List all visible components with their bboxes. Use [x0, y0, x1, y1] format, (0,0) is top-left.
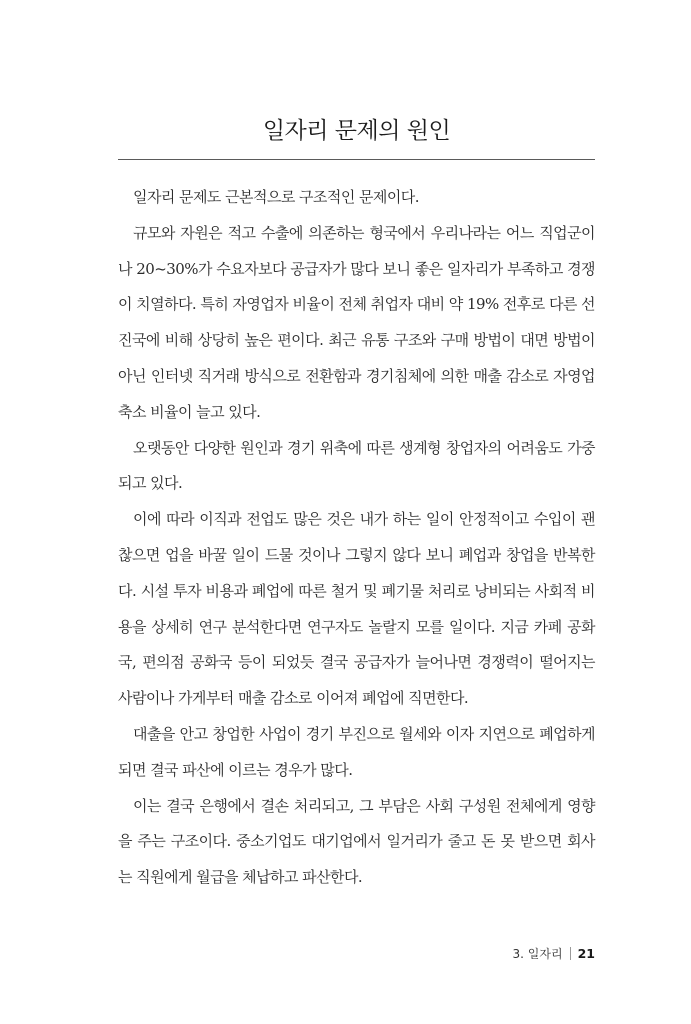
paragraph: 일자리 문제도 근본적으로 구조적인 문제이다.: [133, 188, 419, 206]
page-number: 21: [577, 946, 595, 961]
paragraph: 이에 따라 이직과 전업도 많은 것은 내가 하는 일이 안정적이고 수입이 괜찮으면 업을 바꿀 일이 드물 것이나 그렇지 않다 보니 폐업과 창업을 반복한다. 시설 투자 비용과 폐업에 따른 철거 및 폐기물 처리로 낭비되는 사회적 비용을 상세히 연구 분석한다면 연구자도 놀랄지 모를 일이다. 지금 카페 공화국, 편의점 공화국 등이 되었듯 결국 공급자가 늘어나면 경쟁력이 떨어지는 사람이나 가게부터 매출 감소로 이어져 폐업에 직면한다.: [118, 510, 595, 708]
body-text: [118, 180, 595, 896]
paragraph: 대출을 안고 창업한 사업이 경기 부진으로 월세와 이자 지연으로 폐업하게 되면 결국 파산에 이르는 경우가 많다.: [118, 724, 595, 779]
paragraph: 오랫동안 다양한 원인과 경기 위축에 따른 생계형 창업자의 어려움도 가중되고 있다.: [118, 438, 595, 493]
footer-separator: [570, 947, 571, 960]
paragraph: 이는 결국 은행에서 결손 처리되고, 그 부담은 사회 구성원 전체에게 영향을 주는 구조이다. 중소기업도 대기업에서 일거리가 줄고 돈 못 받으면 회사는 직원에게 월급을 체납하고 파산한다.: [118, 796, 595, 887]
paragraph: 규모와 자원은 적고 수출에 의존하는 형국에서 우리나라는 어느 직업군이나 20~30%가 수요자보다 공급자가 많다 보니 좋은 일자리가 부족하고 경쟁이 치열하다. 특히 자영업자 비율이 전체 취업자 대비 약 19% 전후로 다른 선진국에 비해 상당히 높은 편이다. 최근 유통 구조와 구매 방법이 대면 방법이 아닌 인터넷 직거래 방식으로 전환함과 경기침체에 의한 매출 감소로 자영업 축소 비율이 늘고 있다.: [118, 223, 595, 421]
chapter-title: 일자리 문제의 원인: [262, 118, 451, 144]
title-divider: [118, 159, 595, 160]
page-footer: [513, 945, 595, 962]
running-chapter-label: 3. 일자리: [512, 947, 563, 961]
